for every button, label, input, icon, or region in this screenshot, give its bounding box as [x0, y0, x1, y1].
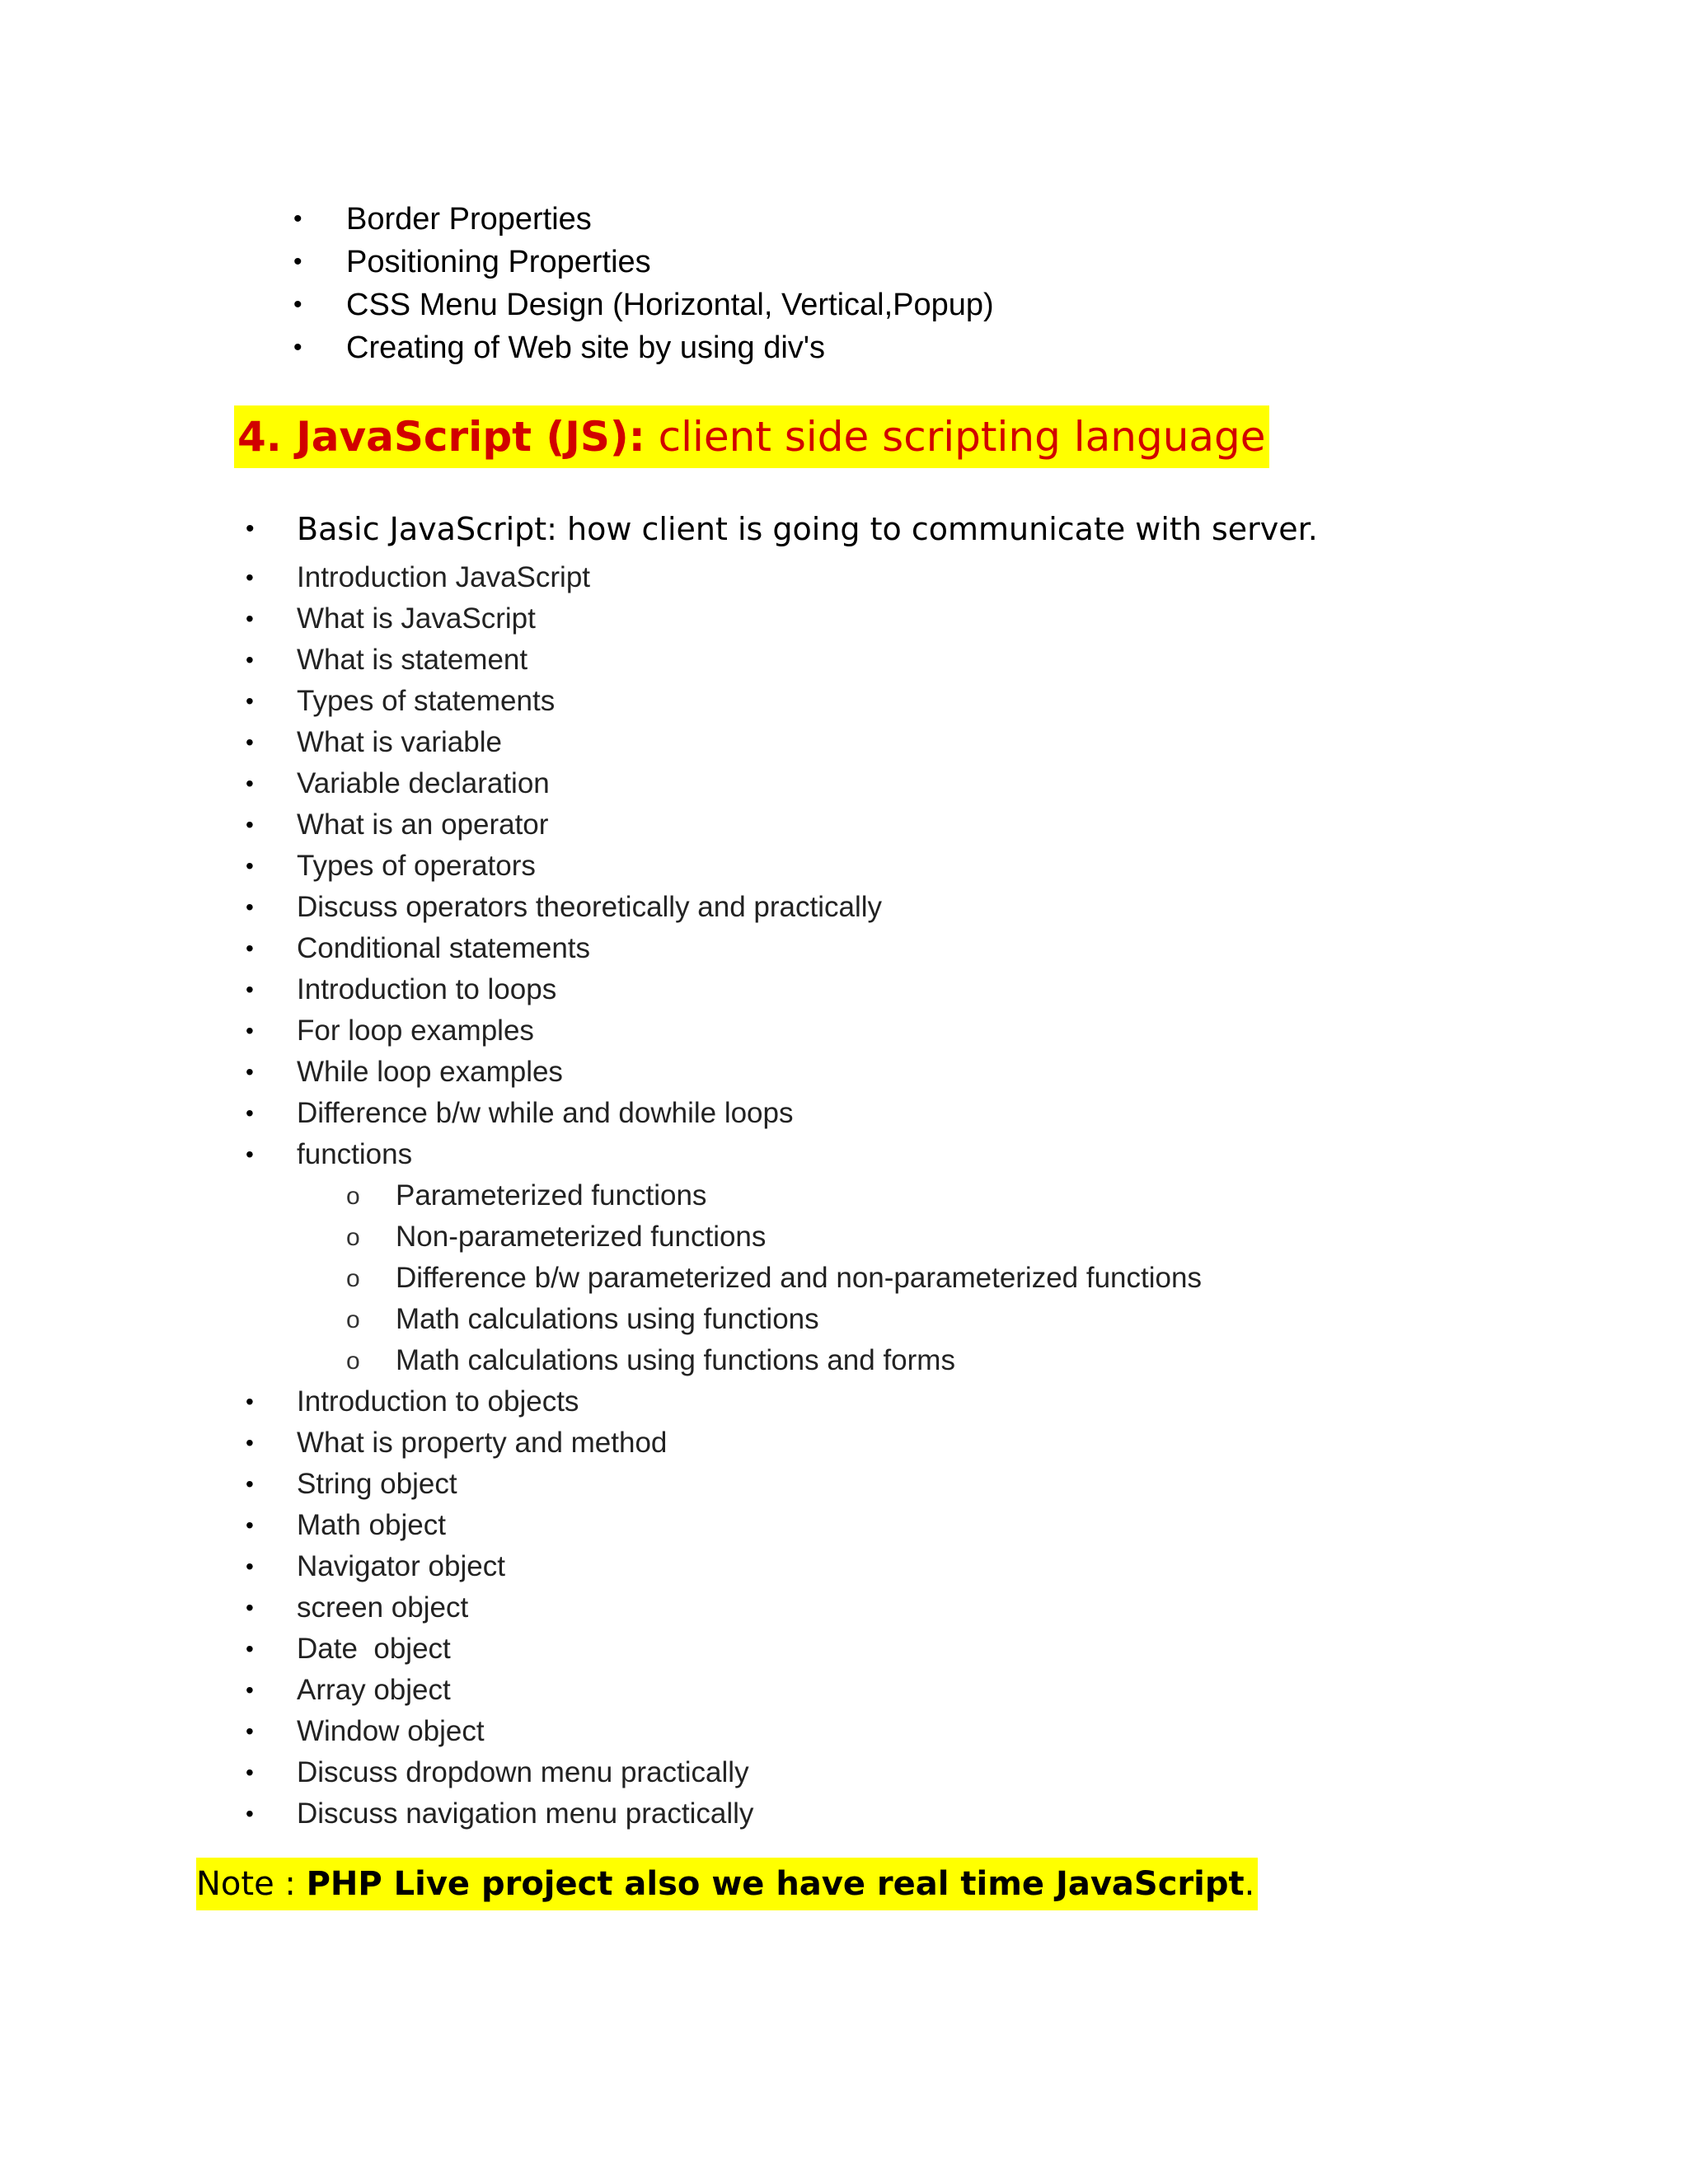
list-item-text: What is property and method	[297, 1427, 668, 1459]
list-item-text: Discuss navigation menu practically	[297, 1797, 754, 1830]
list-item-text: Types of operators	[297, 850, 536, 882]
list-item-text: Creating of Web site by using div's	[346, 330, 826, 365]
js-topic-item	[246, 1793, 753, 1835]
bullet-icon: •	[293, 291, 302, 318]
list-item-text: Types of statements	[297, 685, 556, 717]
css-topic-item	[293, 326, 994, 369]
list-item-text: What is statement	[297, 644, 528, 676]
js-topics-list-1	[246, 557, 882, 1175]
js-topic-item	[246, 1052, 882, 1093]
js-topic-item	[246, 1670, 753, 1711]
list-item-text: Math calculations using functions and forms	[396, 1344, 955, 1376]
bullet-icon: •	[246, 977, 254, 1002]
bullet-icon: •	[246, 1718, 254, 1744]
bullet-icon: •	[246, 1636, 254, 1661]
list-item-text: Positioning Properties	[346, 245, 651, 279]
bullet-icon: •	[293, 248, 302, 275]
bullet-icon: •	[246, 1018, 254, 1043]
bullet-icon: •	[246, 853, 254, 879]
sub-bullet-icon: o	[346, 1347, 360, 1375]
js-topic-item	[246, 1629, 753, 1670]
function-subtopic-item	[346, 1175, 1202, 1216]
bullet-icon: •	[246, 1595, 254, 1620]
bullet-icon: •	[293, 205, 302, 232]
js-topic-item	[246, 1464, 753, 1505]
js-topic-item	[246, 887, 882, 928]
js-topic-item	[246, 804, 882, 846]
list-item-text: String object	[297, 1468, 457, 1500]
list-item-text: screen object	[297, 1591, 469, 1624]
function-subtopic-item	[346, 1258, 1202, 1299]
list-item-text: Difference b/w while and dowhile loops	[297, 1097, 794, 1129]
bullet-icon: •	[246, 729, 254, 755]
bullet-icon: •	[246, 935, 254, 961]
js-topic-item	[246, 1711, 753, 1752]
js-topic-item	[246, 1587, 753, 1629]
list-item-text: Introduction JavaScript	[297, 561, 591, 593]
function-subtopic-item	[346, 1216, 1202, 1258]
bullet-icon: •	[246, 1059, 254, 1085]
js-topic-item	[246, 681, 882, 722]
js-topic-item	[246, 1134, 882, 1175]
js-topic-item	[246, 722, 882, 763]
bullet-icon: •	[246, 515, 255, 542]
list-item-text: Date object	[297, 1633, 451, 1665]
css-topic-item	[293, 198, 994, 241]
js-topic-item	[246, 1752, 753, 1793]
js-topic-item	[246, 1093, 882, 1134]
bullet-icon: •	[246, 1430, 254, 1455]
function-subtopic-item	[346, 1340, 1202, 1381]
js-topic-item	[246, 969, 882, 1010]
bullet-icon: •	[246, 1554, 254, 1579]
list-item-text: What is variable	[297, 726, 502, 758]
list-item-text: Discuss dropdown menu practically	[297, 1756, 749, 1788]
js-topic-item	[246, 1505, 753, 1546]
js-topic-item	[246, 1010, 882, 1052]
intro-text: Basic JavaScript: how client is going to communicate with server.	[297, 511, 1318, 547]
function-subtopics-list	[346, 1175, 1202, 1381]
js-topic-item	[246, 1422, 753, 1464]
list-item-text: Window object	[297, 1715, 485, 1747]
js-topic-item	[246, 846, 882, 887]
list-item-text: Variable declaration	[297, 767, 550, 799]
list-item-text: Non-parameterized functions	[396, 1221, 767, 1253]
function-subtopic-item	[346, 1299, 1202, 1340]
js-topic-item	[246, 557, 882, 598]
js-topics-list-2	[246, 1381, 753, 1835]
js-topic-item	[246, 1381, 753, 1422]
note-bold-text: PHP Live project also we have real time JavaScript	[306, 1865, 1245, 1903]
list-item-text: Conditional statements	[297, 932, 591, 964]
sub-bullet-icon: o	[346, 1306, 360, 1333]
js-topic-item	[246, 928, 882, 969]
bullet-icon: •	[246, 1512, 254, 1538]
sub-bullet-icon: o	[346, 1265, 360, 1292]
list-item-text: Array object	[297, 1674, 451, 1706]
note-line	[196, 1858, 1258, 1910]
list-item-text: Navigator object	[297, 1550, 505, 1582]
bullet-icon: •	[246, 647, 254, 673]
intro-line	[246, 506, 1318, 552]
note-prefix: Note :	[196, 1865, 307, 1903]
sub-bullet-icon: o	[346, 1183, 360, 1210]
list-item-text: Introduction to loops	[297, 973, 557, 1005]
heading-subtitle: client side scripting language	[645, 413, 1266, 461]
list-item-text: Math calculations using functions	[396, 1303, 819, 1335]
css-topic-item	[293, 241, 994, 284]
bullet-icon: •	[246, 565, 254, 590]
list-item-text: Difference b/w parameterized and non-parameterized functions	[396, 1262, 1202, 1294]
list-item-text: Math object	[297, 1509, 446, 1541]
bullet-icon: •	[246, 771, 254, 796]
js-topic-item	[246, 1546, 753, 1587]
list-item-text: Border Properties	[346, 202, 592, 237]
list-item-text: Parameterized functions	[396, 1179, 707, 1212]
sub-bullet-icon: o	[346, 1224, 360, 1251]
bullet-icon: •	[246, 606, 254, 631]
list-item-text: While loop examples	[297, 1056, 563, 1088]
bullet-icon: •	[246, 1801, 254, 1826]
list-item-text: For loop examples	[297, 1015, 534, 1047]
css-topic-item	[293, 284, 994, 326]
bullet-icon: •	[246, 1389, 254, 1414]
section-heading	[234, 405, 1269, 468]
bullet-icon: •	[246, 1471, 254, 1497]
js-topic-item	[246, 640, 882, 681]
js-topic-item	[246, 598, 882, 640]
js-topic-item	[246, 763, 882, 804]
list-item-text: What is JavaScript	[297, 602, 536, 635]
list-item-text: What is an operator	[297, 808, 549, 841]
bullet-icon: •	[293, 334, 302, 361]
bullet-icon: •	[246, 1760, 254, 1785]
bullet-icon: •	[246, 1141, 254, 1167]
list-item-text: Introduction to objects	[297, 1385, 579, 1418]
heading-title: 4. JavaScript (JS):	[237, 413, 645, 461]
bullet-icon: •	[246, 1100, 254, 1126]
list-item-text: functions	[297, 1138, 413, 1170]
note-suffix: .	[1244, 1865, 1255, 1903]
bullet-icon: •	[246, 688, 254, 714]
css-topics-list	[293, 198, 994, 369]
bullet-icon: •	[246, 894, 254, 920]
list-item-text: CSS Menu Design (Horizontal, Vertical,Popup)	[346, 288, 994, 322]
list-item-text: Discuss operators theoretically and practically	[297, 891, 883, 923]
bullet-icon: •	[246, 812, 254, 837]
bullet-icon: •	[246, 1677, 254, 1703]
